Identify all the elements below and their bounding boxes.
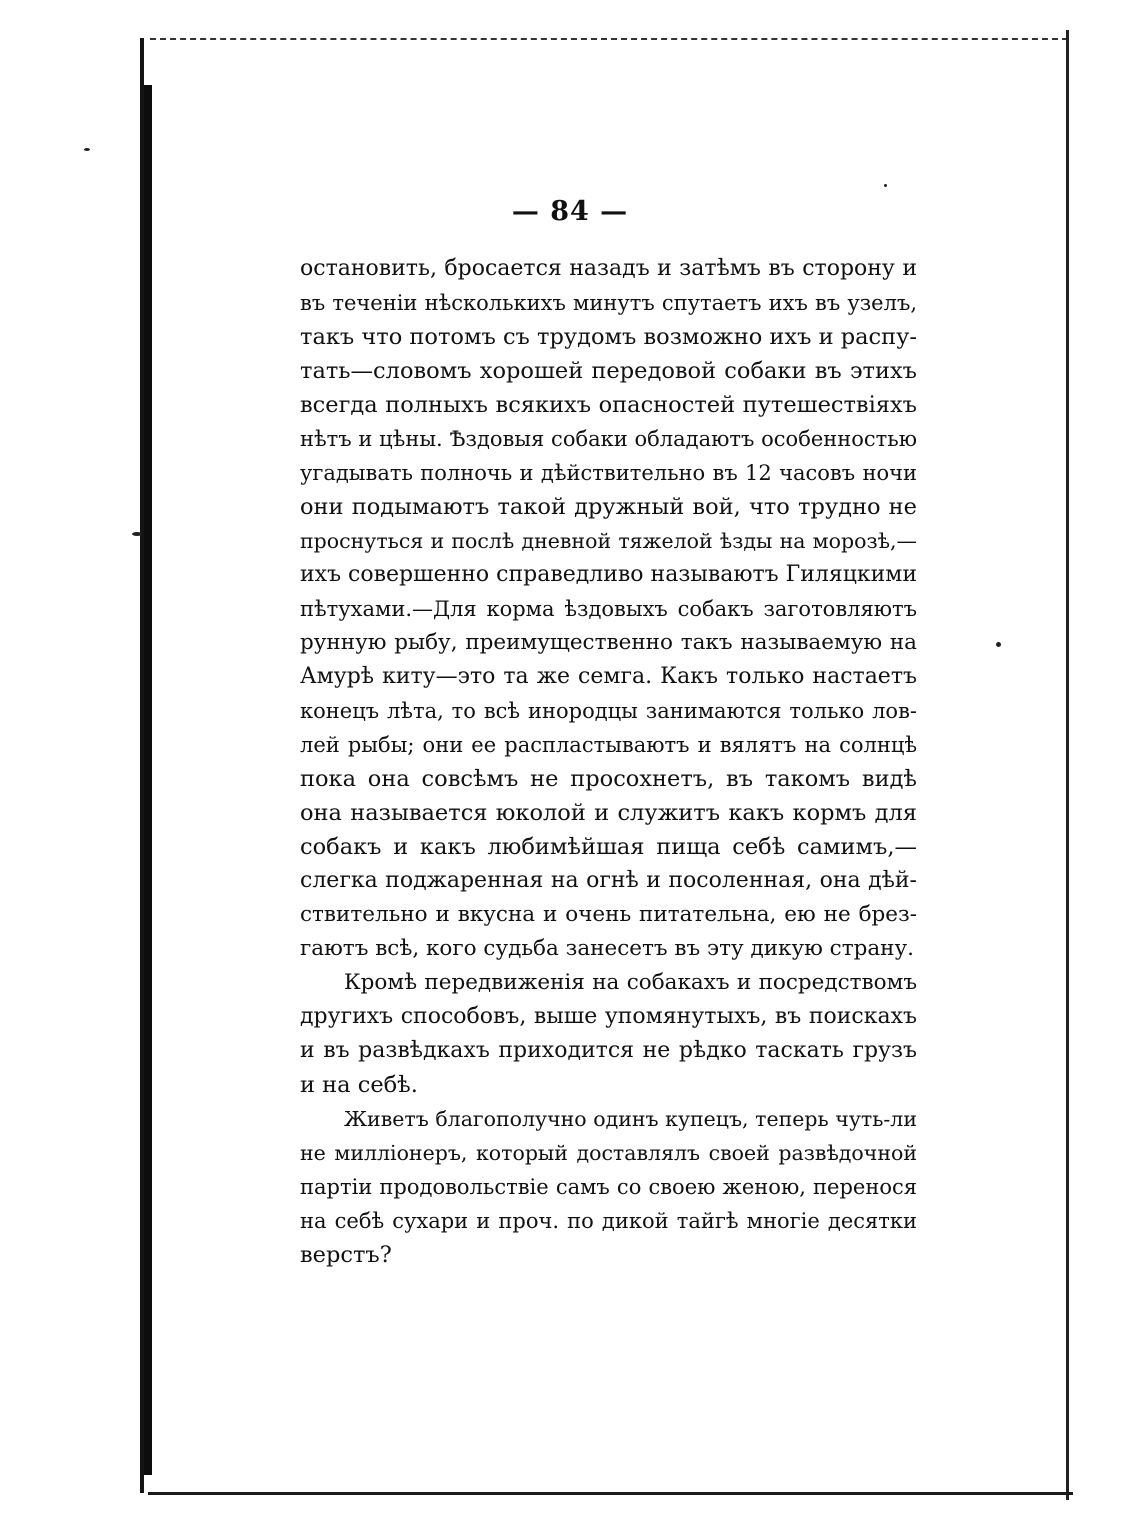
- text-line: всегда полныхъ всякихъ опасностей путешествіяхъ: [300, 392, 917, 418]
- text-line: на себѣ сухари и проч. по дикой тайгѣ многіе десятки: [300, 1209, 917, 1233]
- body-text: [300, 252, 917, 1272]
- text-line: проснуться и послѣ дневной тяжелой ѣзды на морозѣ,—: [300, 529, 917, 553]
- scan-speck: [996, 642, 1001, 647]
- text-line: верстъ?: [300, 1242, 392, 1268]
- text-line: такъ что потомъ съ трудомъ возможно ихъ и распу-: [300, 324, 917, 350]
- text-line: и въ развѣдкахъ приходится не рѣдко таскать грузъ: [300, 1038, 917, 1063]
- text-line: пѣтухами.—Для корма ѣздовыхъ собакъ заготовляютъ: [300, 597, 917, 621]
- text-line: она называется юколой и служитъ какъ кормъ для: [300, 800, 917, 826]
- page-border-left-shadow: [144, 85, 152, 1475]
- text-line: они подымаютъ такой дружный вой, что трудно не: [300, 494, 917, 520]
- text-line: партіи продовольствіе самъ со своею женою, перенося: [300, 1175, 917, 1199]
- text-line: лей рыбы; они ее распластываютъ и вялятъ на солнцѣ: [300, 733, 917, 757]
- text-line: и на себѣ.: [300, 1072, 418, 1098]
- page-number: — 84 —: [511, 196, 629, 227]
- text-line: не милліонеръ, который доставлялъ своей развѣдочной: [300, 1141, 917, 1165]
- text-line: въ теченіи нѣсколькихъ минутъ спутаетъ ихъ въ узелъ,: [300, 291, 917, 315]
- text-line: остановить, бросается назадъ и затѣмъ въ сторону и: [300, 256, 917, 281]
- text-line: конецъ лѣта, то всѣ инородцы занимаются только лов-: [300, 699, 917, 723]
- text-line: нѣтъ и цѣны. Ѣздовыя собаки обладаютъ особенностью: [300, 427, 917, 451]
- text-line: тать—словомъ хорошей передовой собаки въ этихъ: [300, 358, 917, 384]
- text-line: угадывать полночь и дѣйствительно въ 12 часовъ ночи: [300, 461, 917, 485]
- scan-speck: [132, 532, 142, 536]
- text-line: Кромѣ передвиженія на собакахъ и посредствомъ: [344, 970, 917, 995]
- text-line: ихъ совершенно справедливо называютъ Гиляцкими: [300, 562, 917, 587]
- text-line: ствительно и вкусна и очень питательна, ею не брез-: [300, 902, 917, 927]
- page-border-bottom: [148, 1492, 1073, 1495]
- page-border-top: [150, 38, 1068, 40]
- scan-speck: [84, 148, 90, 151]
- text-line: гаютъ всѣ, кого судьба занесетъ въ эту дикую страну.: [300, 936, 914, 961]
- scan-speck: [884, 184, 887, 187]
- text-line: Живетъ благополучно одинъ купецъ, теперь чуть-ли: [344, 1107, 917, 1131]
- text-line: другихъ способовъ, выше упомянутыхъ, въ поискахъ: [300, 1004, 917, 1029]
- text-line: слегка поджаренная на огнѣ и посоленная, она дѣй-: [300, 868, 917, 893]
- text-line: пока она совсѣмъ не просохнетъ, въ такомъ видѣ: [300, 766, 917, 792]
- text-line: Амурѣ киту—это та же семга. Какъ только настаетъ: [300, 664, 917, 689]
- page-border-right: [1066, 30, 1069, 1500]
- text-line: рунную рыбу, преимущественно такъ называемую на: [300, 630, 917, 655]
- text-line: собакъ и какъ любимѣйшая пища себѣ самимъ,—: [300, 834, 917, 860]
